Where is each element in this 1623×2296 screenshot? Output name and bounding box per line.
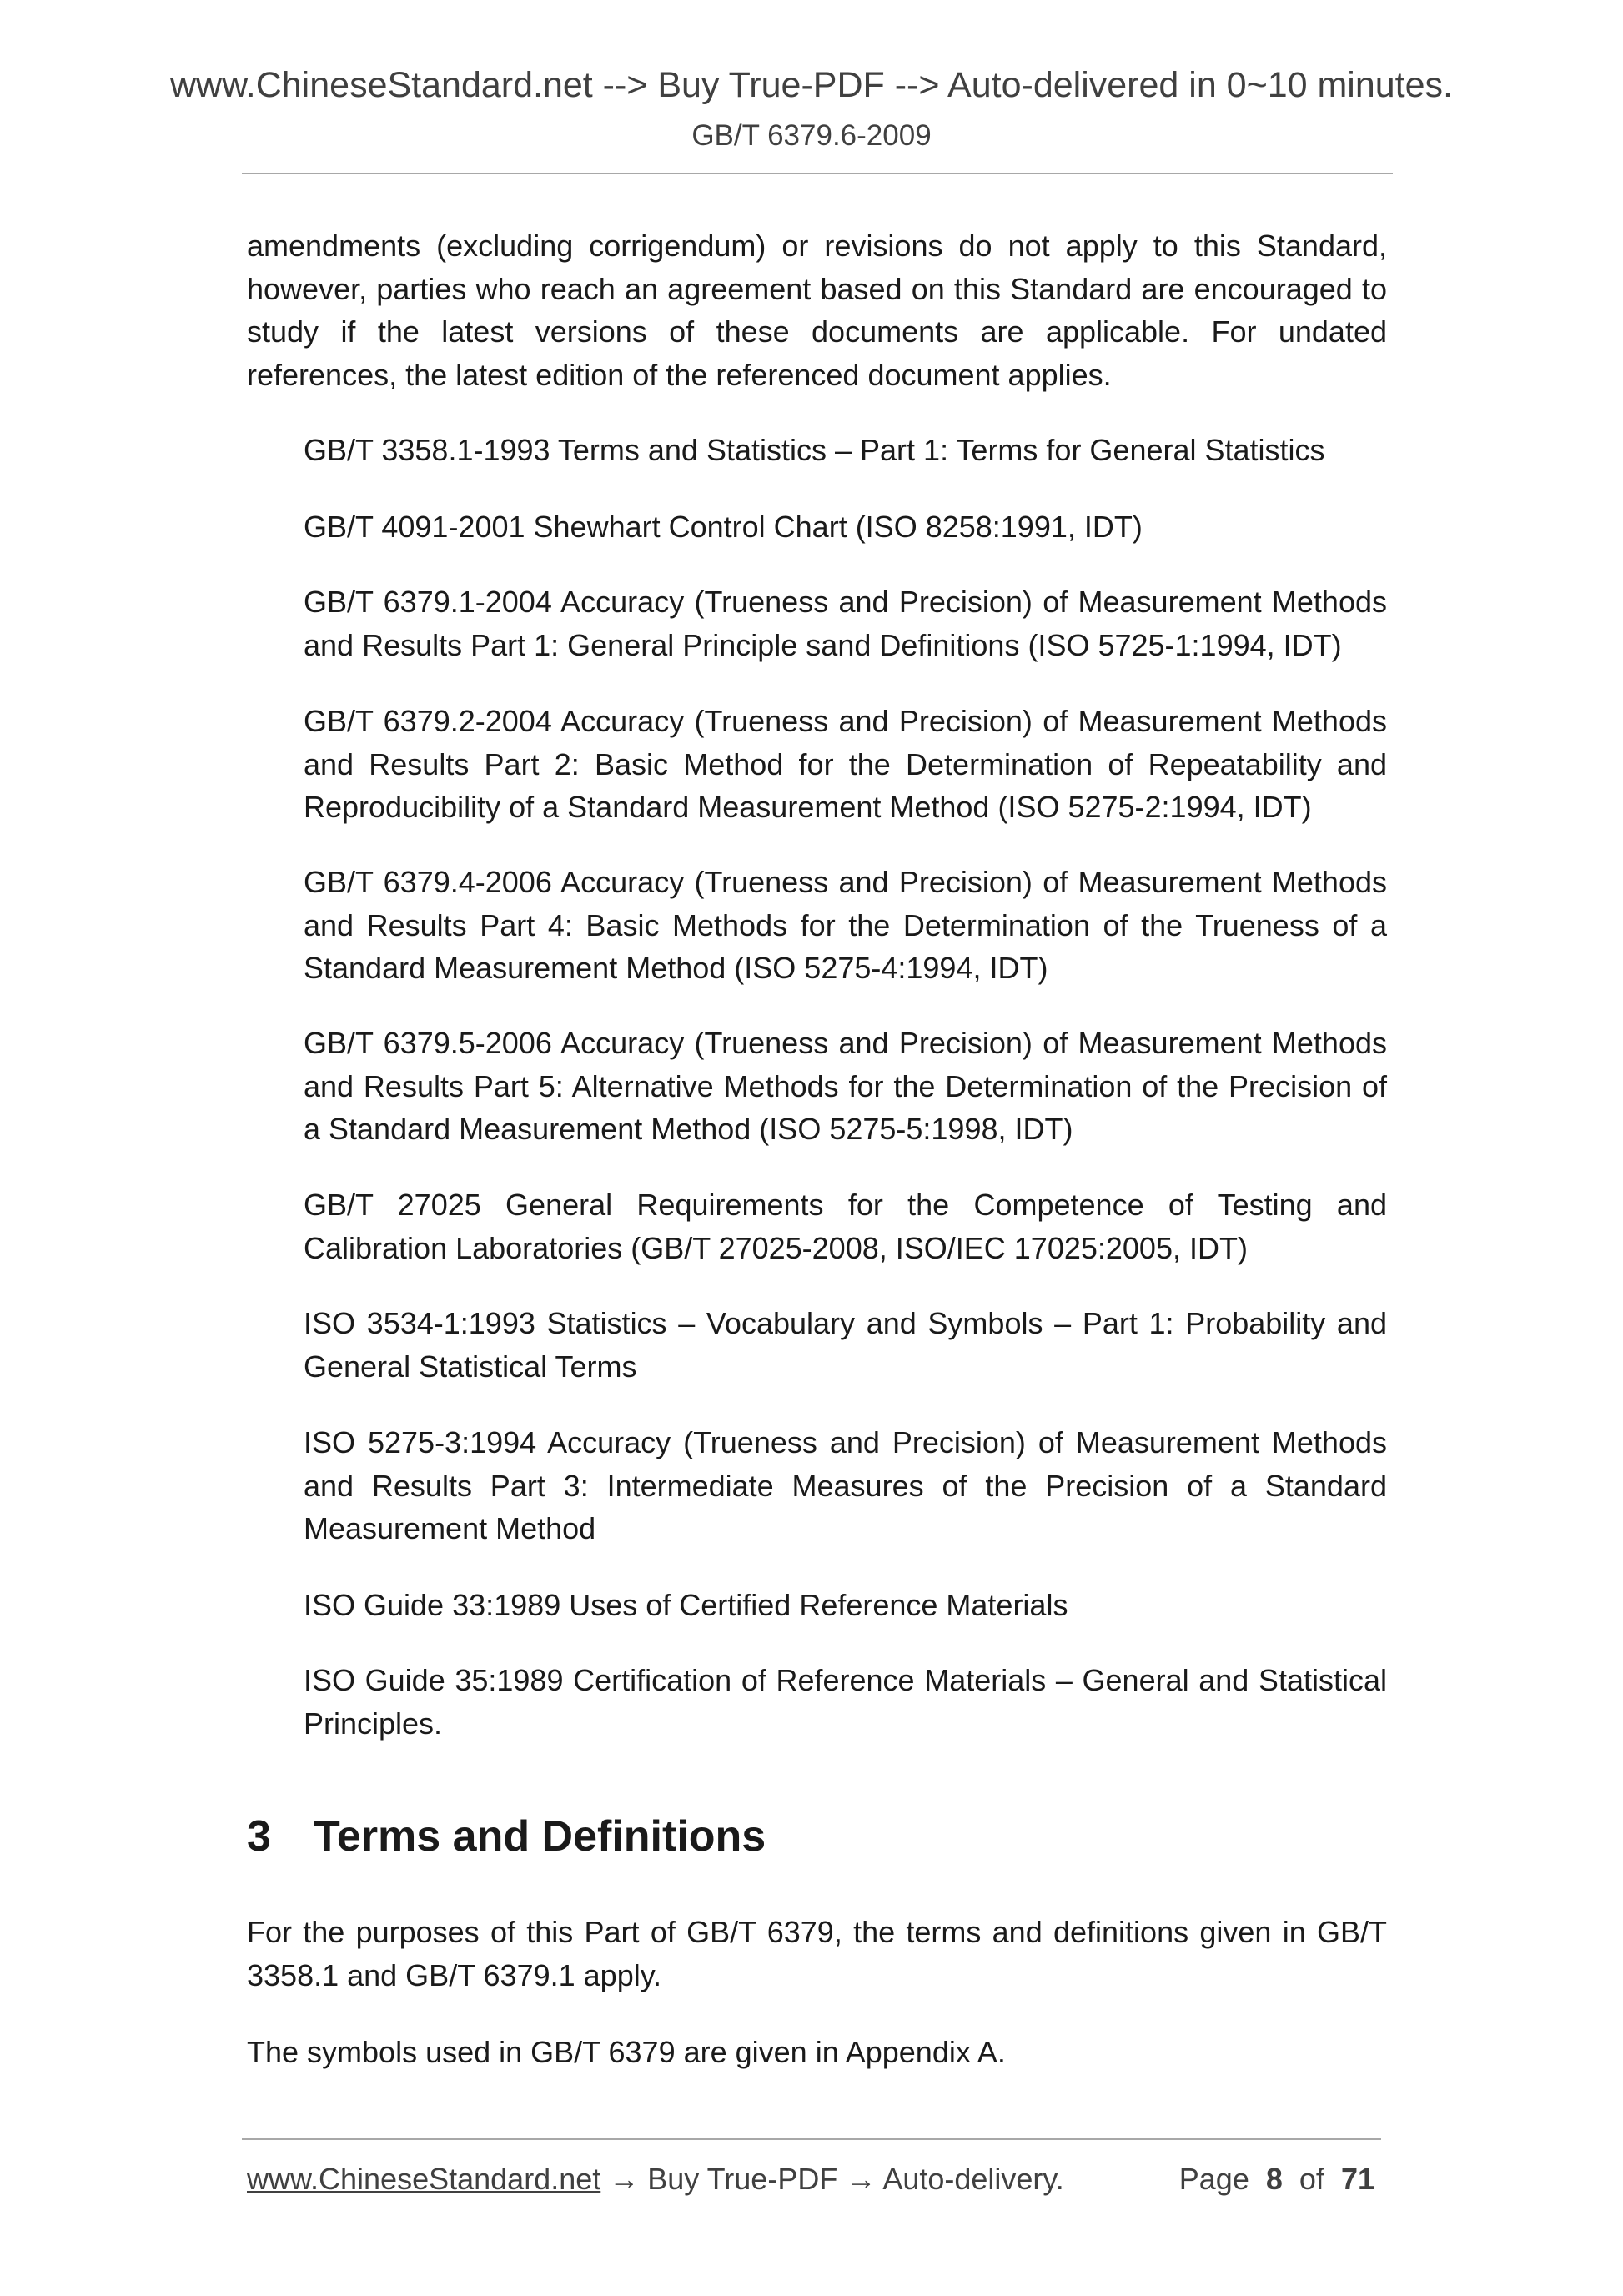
reference-item: ISO Guide 33:1989 Uses of Certified Reference Materials <box>304 1588 1068 1622</box>
intro-paragraph: amendments (excluding corrigendum) or revisions do not apply to this Standard, however, parties who reach an agreement based on this Standard are encouraged to study if the latest versions of these documents are applicable. For undated references, the latest edition of the referenced document applies. <box>247 229 1387 392</box>
page-number: 8 <box>1265 2162 1283 2196</box>
section-title: Terms and Definitions <box>314 1812 766 1861</box>
section-number: 3 <box>247 1812 271 1861</box>
reference-item: GB/T 3358.1-1993 Terms and Statistics – Part 1: Terms for General Statistics <box>304 433 1325 467</box>
reference-item: ISO Guide 35:1989 Certification of Reference Materials – General and Statistical Principles. <box>304 1663 1387 1741</box>
header-banner: www.ChineseStandard.net --> Buy True-PDF --> Auto-delivered in 0~10 minutes. <box>169 65 1453 105</box>
footer-divider <box>242 2138 1381 2140</box>
reference-item: GB/T 6379.1-2004 Accuracy (Trueness and Precision) of Measurement Methods and Results Part 1: General Principle sand Definitions (ISO 5725-1:1994, IDT) <box>304 585 1387 662</box>
reference-item: GB/T 6379.4-2006 Accuracy (Trueness and Precision) of Measurement Methods and Results Part 4: Basic Methods for the Determination of the Trueness of a Standard Measurement Method (ISO 5275-4:1994, IDT) <box>304 865 1387 985</box>
reference-item: ISO 5275-3:1994 Accuracy (Trueness and Precision) of Measurement Methods and Results Part 3: Intermediate Measures of the Precision of a Standard Measurement Method <box>304 1425 1387 1545</box>
page-label: Page <box>1178 2162 1249 2196</box>
of-label: of <box>1299 2162 1324 2196</box>
footer-text: → Buy True-PDF → Auto-delivery. <box>600 2162 1064 2196</box>
page-total: 71 <box>1340 2162 1374 2196</box>
section-heading <box>247 1811 766 1861</box>
section-paragraph: The symbols used in GB/T 6379 are given in Appendix A. <box>247 2035 1006 2069</box>
reference-item: ISO 3534-1:1993 Statistics – Vocabulary and Symbols – Part 1: Probability and General Statistical Terms <box>304 1306 1387 1384</box>
footer <box>247 2162 1374 2197</box>
document-code: GB/T 6379.6-2009 <box>691 119 932 152</box>
header-divider <box>242 173 1393 174</box>
reference-item: GB/T 6379.2-2004 Accuracy (Trueness and Precision) of Measurement Methods and Results Part 2: Basic Method for the Determination of Repeatability and Reproducibility of a Standard Measurement Method (ISO 5275-2:1994, IDT) <box>304 704 1387 824</box>
section-paragraph: For the purposes of this Part of GB/T 6379, the terms and definitions given in GB/T 3358.1 and GB/T 6379.1 apply. <box>247 1915 1387 1992</box>
reference-item: GB/T 27025 General Requirements for the Competence of Testing and Calibration Laboratories (GB/T 27025-2008, ISO/IEC 17025:2005, IDT) <box>304 1188 1387 1265</box>
page-indicator <box>1179 2162 1374 2197</box>
footer-site-link[interactable]: www.ChineseStandard.net <box>247 2162 601 2196</box>
reference-item: GB/T 6379.5-2006 Accuracy (Trueness and Precision) of Measurement Methods and Results Part 5: Alternative Methods for the Determination of the Precision of a Standard Measurement Method (ISO 5275-5:1998, IDT) <box>304 1026 1387 1146</box>
reference-item: GB/T 4091-2001 Shewhart Control Chart (ISO 8258:1991, IDT) <box>304 510 1143 544</box>
